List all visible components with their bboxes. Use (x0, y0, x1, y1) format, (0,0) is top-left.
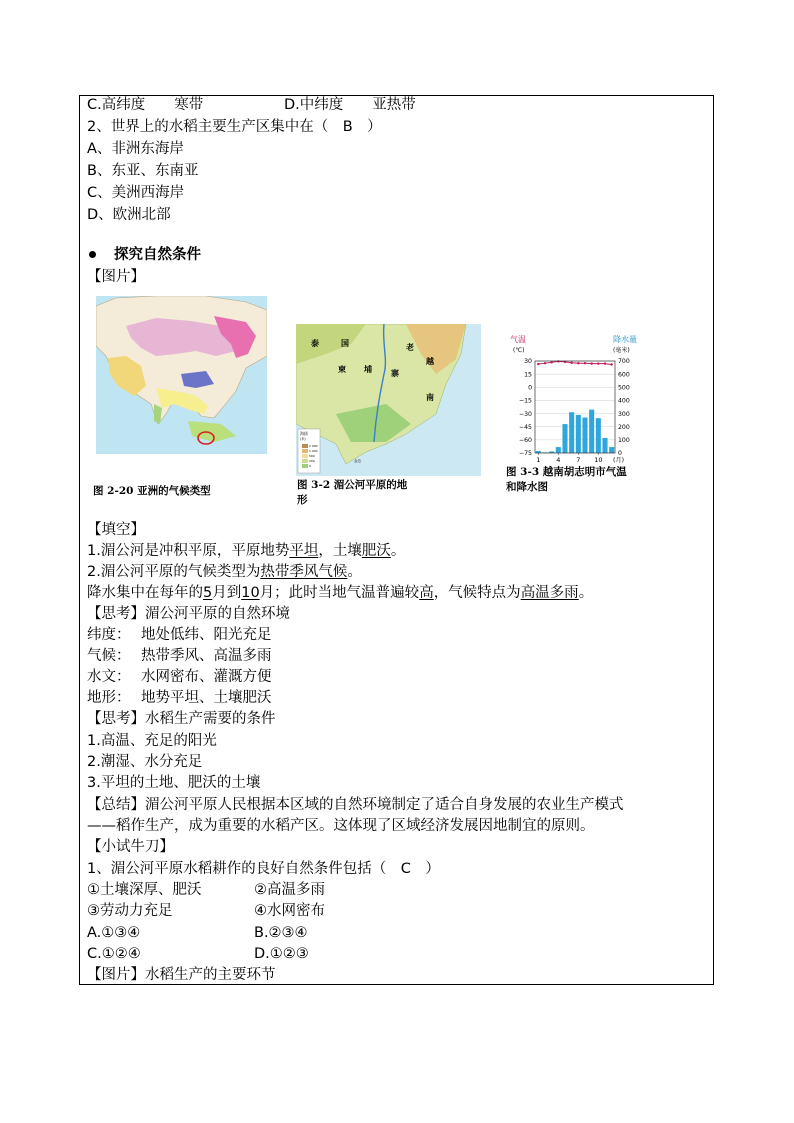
q2-option-a: A、非洲东海岸 (87, 141, 184, 157)
precip-tick-label: 500 (618, 384, 630, 392)
fill-blank-line1 (87, 541, 405, 561)
think1-row (87, 625, 272, 645)
answer-climate: 热带季风气候 (260, 564, 348, 580)
think2-item: 2.潮湿、水分充足 (87, 754, 203, 770)
precip-tick-label: 300 (618, 410, 630, 418)
text: 1.湄公河是冲积平原，平原地势 (87, 543, 290, 559)
q2-stem: 2、世界上的水稻主要生产区集中在（ B ） (87, 119, 382, 135)
precip-bar (609, 447, 614, 453)
title: 水稻生产需要的条件 (145, 711, 276, 727)
precip-tick-label: 100 (618, 437, 630, 445)
legend-swatch-0 (302, 464, 308, 468)
legend-title: 海拔 (300, 431, 308, 436)
temperature-point (610, 363, 612, 365)
legend-swatch-2000 (302, 444, 308, 448)
temp-axis-unit: (℃) (513, 347, 525, 354)
temp-tick-label: −15 (518, 397, 532, 405)
text: 降水集中在每年的 (87, 585, 203, 601)
temperature-point (557, 360, 559, 362)
fig1-caption: 图 2-20 亚洲的气候类型 (93, 485, 211, 497)
precip-bar (596, 418, 601, 453)
temp-axis-title: 气温 (510, 335, 526, 344)
row-value: 水网密布、灌溉方便 (141, 669, 272, 685)
climate-chart (505, 333, 655, 463)
fig3-caption-line2: 和降水图 (506, 481, 548, 493)
precip-bar (562, 424, 567, 453)
text: ，气候特点为 (433, 585, 521, 601)
practice-opt-3: ③劳动力充足 (87, 903, 173, 919)
row-value: 热带季风、高温多雨 (141, 648, 272, 664)
legend-value-0: 0 (309, 464, 311, 468)
label: 【思考】 (87, 711, 145, 727)
fig2-caption-line2: 形 (297, 494, 308, 506)
practice-choice-d: D.①②③ (254, 946, 309, 962)
fill-blank-label: 【填空】 (87, 522, 145, 538)
summary-line1 (87, 795, 624, 815)
fig3-caption-line1: 图 3-3 越南胡志明市气温 (506, 466, 627, 478)
think1-row (87, 688, 272, 708)
label: 【总结】 (87, 797, 145, 813)
temperature-point (544, 362, 546, 364)
label-jinbian: 金边 (354, 459, 361, 463)
row-value: 地势平坦、土壤肥沃 (141, 690, 272, 706)
temp-tick-label: −60 (518, 437, 532, 445)
temperature-point (537, 363, 539, 365)
precip-bar (602, 438, 607, 453)
temperature-point (577, 362, 579, 364)
precip-tick-label: 400 (618, 397, 630, 405)
legend-swatch-200 (302, 459, 308, 463)
practice-label: 【小试牛刀】 (87, 839, 174, 855)
label-pu: 埔 (364, 365, 372, 374)
legend-value-2000: 2 000 (309, 444, 318, 448)
content-frame (79, 95, 714, 985)
month-unit: (月) (613, 457, 625, 463)
text: 2.湄公河平原的气候类型为 (87, 564, 261, 580)
practice-stem: 1、湄公河平原水稻耕作的良好自然条件包括（ C ） (87, 861, 440, 877)
think2-item: 3.平坦的土地、肥沃的土壤 (87, 775, 261, 791)
precip-tick-label: 200 (618, 423, 630, 431)
legend-unit: (米) (300, 437, 306, 441)
precip-axis-title: 降水量 (613, 335, 637, 344)
practice-opt-1: ①土壤深厚、肥沃 (87, 882, 202, 898)
q1-option-d: D.中纬度 亚热带 (284, 97, 416, 113)
practice-choice-a: A.①③④ (87, 925, 141, 941)
temp-tick-label: 0 (528, 384, 532, 392)
label-jian: 柬 (338, 365, 346, 374)
text: 月；此时当地气温普遍较 (259, 585, 420, 601)
text: 。 (578, 585, 594, 601)
temperature-point (590, 362, 592, 364)
think1-heading (87, 604, 290, 624)
label: 【思考】 (87, 606, 145, 622)
temp-tick-label: 30 (524, 358, 532, 366)
answer-may: 5 (203, 585, 213, 601)
precip-tick-label: 700 (618, 358, 630, 366)
temp-tick-label: −75 (518, 450, 532, 458)
last-heading (87, 965, 276, 985)
answer-fertile: 肥沃 (361, 543, 391, 559)
label-guo: 国 (341, 339, 349, 348)
legend-swatch-500 (302, 454, 308, 458)
temperature-line (538, 361, 611, 364)
precip-bar (589, 410, 594, 453)
practice-choice-b: B.②③④ (254, 925, 308, 941)
label-zhai: 寨 (391, 369, 399, 378)
think1-row (87, 667, 272, 687)
temp-tick-label: −30 (518, 410, 532, 418)
label-tai: 泰 (311, 339, 319, 348)
practice-opt-4: ④水网密布 (254, 903, 325, 919)
precip-tick-label: 0 (618, 450, 622, 458)
row-key: 水文： (87, 669, 131, 685)
fill-blank-line3 (87, 583, 593, 603)
summary-line2: ——稻作生产，成为重要的水稻产区。这体现了区域经济发展因地制宜的原则。 (87, 818, 595, 834)
text: 。 (347, 564, 362, 580)
temp-tick-label: −45 (518, 423, 532, 431)
text: 。 (390, 543, 406, 559)
title: 水稻生产的主要环节 (145, 967, 276, 983)
precip-bar (556, 447, 561, 453)
section-heading (87, 245, 201, 265)
row-value: 地处低纬、阳光充足 (141, 627, 272, 643)
legend-swatch-1000 (302, 449, 308, 453)
temperature-point (570, 362, 572, 364)
month-tick-label: 1 (536, 456, 541, 463)
precip-bar (569, 412, 574, 453)
bullet-icon (89, 251, 96, 258)
precip-bar (582, 418, 587, 453)
q2-option-d: D、欧洲北部 (87, 207, 171, 223)
mekong-terrain-map (296, 324, 481, 476)
practice-opt-2: ②高温多雨 (254, 882, 325, 898)
summary-text: 湄公河平原人民根据本区域的自然环境制定了适合自身发展的农业生产模式 (145, 797, 624, 813)
legend-value-200: 200 (309, 459, 315, 463)
legend-value-1000: 1 000 (309, 449, 318, 453)
temperature-point (597, 362, 599, 364)
precip-tick-label: 600 (618, 371, 630, 379)
fig2-caption-line1: 图 3-2 湄公河平原的地 (297, 479, 408, 491)
temperature-point (584, 362, 586, 364)
label: 【图片】 (87, 967, 145, 983)
precip-bar (576, 415, 581, 453)
answer-hot-rainy: 高温多雨 (520, 585, 579, 601)
think1-row (87, 646, 272, 666)
legend-value-500: 500 (309, 454, 315, 458)
think2-item: 1.高温、充足的阳光 (87, 733, 217, 749)
temperature-point (550, 361, 552, 363)
answer-high: 高 (419, 585, 434, 601)
temp-tick-label: 15 (524, 371, 532, 379)
section-title: 探究自然条件 (114, 247, 201, 263)
row-key: 纬度： (87, 627, 131, 643)
label-nan: 南 (426, 393, 434, 402)
text: ，土壤 (318, 543, 362, 559)
think2-heading (87, 709, 276, 729)
answer-oct: 10 (241, 585, 260, 601)
label-lao: 老 (406, 343, 414, 352)
q1-option-c: C.高纬度 寒带 (87, 97, 204, 113)
q2-option-c: C、美洲西海岸 (87, 185, 185, 201)
row-key: 地形： (87, 690, 131, 706)
answer-flat: 平坦 (289, 543, 319, 559)
month-tick-label: 7 (576, 456, 581, 463)
fill-blank-line2 (87, 562, 362, 582)
asia-climate-map (96, 296, 267, 454)
label-yue: 越 (426, 357, 434, 366)
q2-option-b: B、东亚、东南亚 (87, 163, 199, 179)
precip-axis-unit: (毫米) (613, 347, 630, 354)
month-tick-label: 10 (594, 456, 603, 463)
title: 湄公河平原的自然环境 (145, 606, 290, 622)
month-tick-label: 4 (556, 456, 561, 463)
picture-label: 【图片】 (87, 269, 145, 285)
row-key: 气候： (87, 648, 131, 664)
text: 月到 (212, 585, 242, 601)
temperature-point (604, 362, 606, 364)
practice-choice-c: C.①②④ (87, 946, 141, 962)
